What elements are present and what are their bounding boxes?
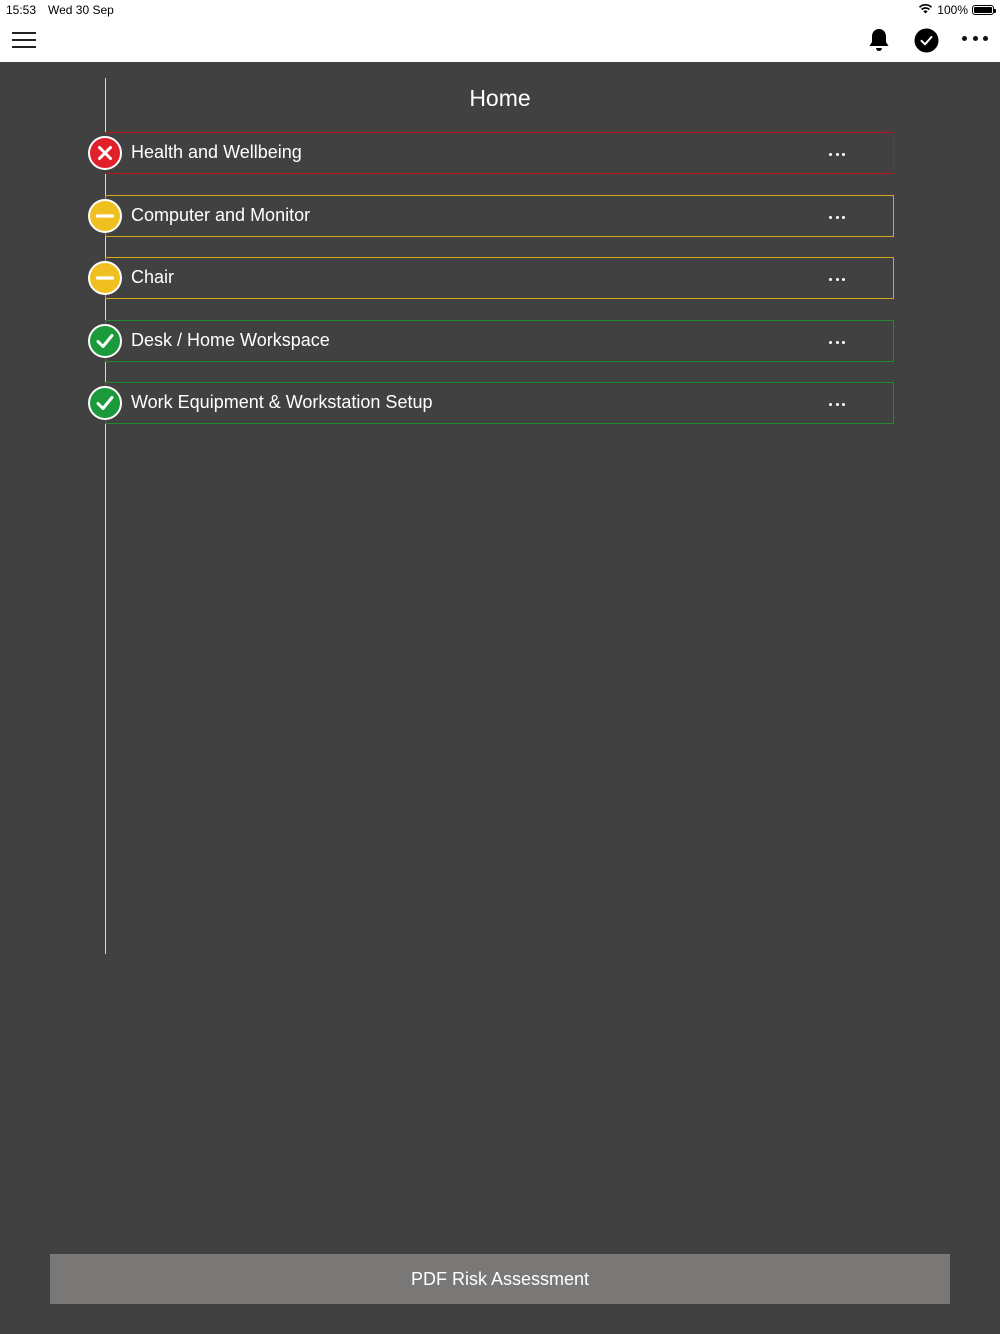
- wifi-icon: [918, 3, 933, 17]
- page-title: Home: [469, 85, 531, 111]
- minus-circle-icon: [88, 261, 122, 295]
- battery-percent: 100%: [937, 3, 968, 17]
- checklist-item-chair[interactable]: [105, 257, 894, 299]
- item-more-icon[interactable]: [829, 153, 845, 157]
- status-date: Wed 30 Sep: [48, 3, 114, 17]
- item-more-icon[interactable]: [829, 278, 845, 282]
- check-circle-icon: [88, 386, 122, 420]
- more-horizontal-icon[interactable]: [962, 36, 988, 44]
- pdf-risk-assessment-button[interactable]: PDF Risk Assessment: [50, 1254, 950, 1304]
- item-more-icon[interactable]: [829, 216, 845, 220]
- checklist-item-desk-home-workspace[interactable]: [105, 320, 894, 362]
- hamburger-menu-icon[interactable]: [12, 32, 36, 50]
- checklist-item-work-equipment[interactable]: [105, 382, 894, 424]
- status-time: 15:53: [6, 3, 37, 17]
- status-indicators: [918, 2, 994, 18]
- minus-circle-icon: [88, 199, 122, 233]
- check-circle-icon: [88, 324, 122, 358]
- top-toolbar: [0, 0, 1000, 62]
- bell-icon[interactable]: [865, 26, 893, 54]
- item-more-icon[interactable]: [829, 403, 845, 407]
- checklist-item-label: Computer and Monitor: [131, 205, 311, 225]
- check-circle-icon[interactable]: [914, 28, 939, 53]
- checklist-item-health-and-wellbeing[interactable]: [105, 132, 894, 174]
- checklist-item-label: Health and Wellbeing: [131, 142, 302, 162]
- item-more-icon[interactable]: [829, 341, 845, 345]
- cross-circle-icon: [88, 136, 122, 170]
- battery-icon: [972, 5, 994, 15]
- checklist-item-computer-and-monitor[interactable]: [105, 195, 894, 237]
- checklist-item-label: Desk / Home Workspace: [131, 330, 330, 350]
- checklist-item-label: Chair: [131, 267, 175, 287]
- checklist-item-label: Work Equipment & Workstation Setup: [131, 392, 433, 412]
